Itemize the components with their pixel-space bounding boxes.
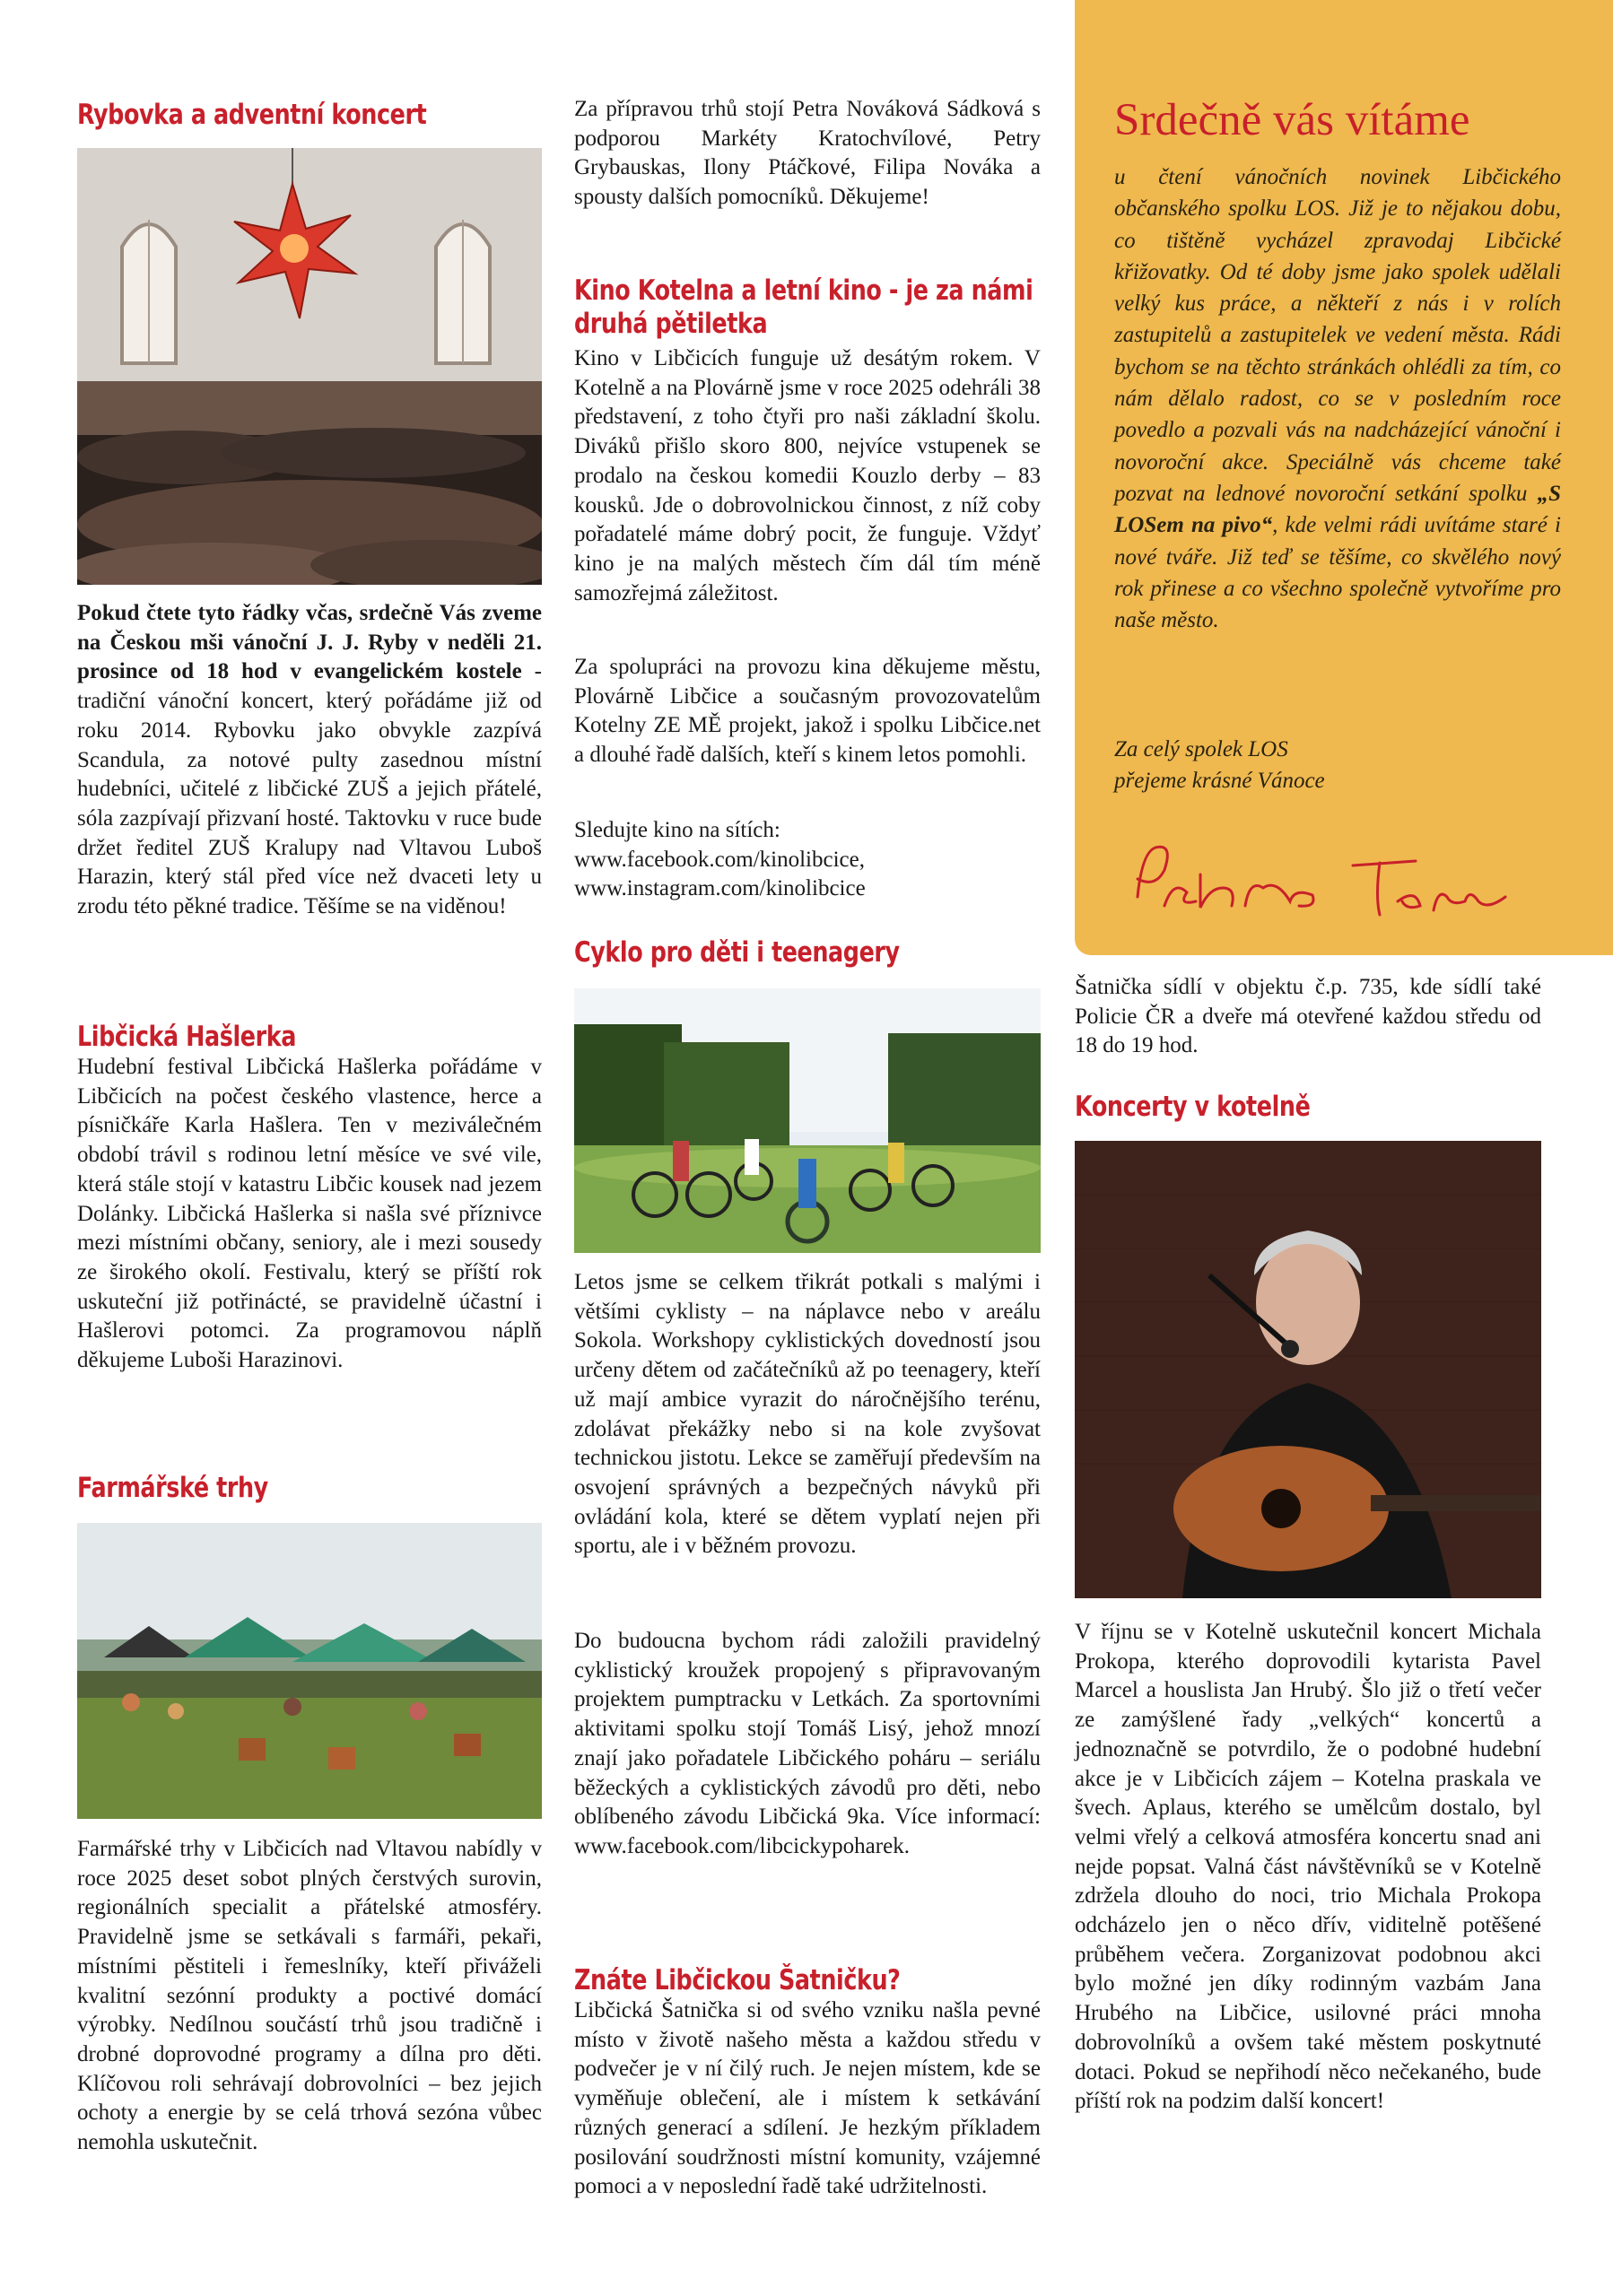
kino-instagram-link[interactable]: www.instagram.com/kinolibcice	[574, 876, 866, 901]
welcome-text	[1114, 161, 1561, 636]
trhy-heading: Farmářské trhy	[77, 1472, 268, 1504]
kino-heading-line-2: druhá pětiletka	[574, 308, 768, 340]
signature-image	[1111, 825, 1523, 933]
welcome-title: Srdečně vás vítáme	[1114, 95, 1470, 145]
kino-heading	[574, 274, 1041, 341]
musician-guitar-image	[1075, 1141, 1541, 1598]
signature-petra	[1138, 847, 1313, 908]
kino-follow	[574, 816, 1041, 904]
welcome-text-a: u čtení vánočních novinek Libčického občanského spolku LOS. Již je to nějakou dobu, co tištěně vycházel zpravodaj Libčické křižovatky. Od té doby jsme jako spolek udělali velký kus práce, a někteří z nás i v rolích zastupitelů a zastupitelek ve vedení města. Rádi bychom se na těchto stránkách ohlédli za tím, co nám dělalo radost, co se v posledním roce povedlo a pozvali vás na nadcházející vánoční i novoroční akce. Speciálně vás chceme také pozvat na lednové novoroční setkání spolku	[1114, 165, 1561, 506]
kino-facebook-link[interactable]: www.facebook.com/kinolibcice,	[574, 847, 865, 872]
haslerka-text: Hudební festival Libčická Hašlerka pořádáme v Libčicích na počest českého vlastence, herce a písničkáře Karla Hašlera. Ten v meziválečném období trávil s rodinou letní měsíce ve své vile, která stále stojí v katastru Libčic kousek nad jezem Dolánky. Libčická Hašlerka si našla své příznivce mezi místními občany, seniory, ale i mezi sousedy ze širokého okolí. Festivalu, který se příští rok uskuteční již potřinácté, se pravidelně účastní i Hašlerovi potomci. Za programovou náplň děkujeme Luboši Harazinovi.	[77, 1055, 542, 1373]
church-concert-image	[77, 148, 542, 585]
welcome-closing	[1114, 734, 1561, 797]
kino-text-1: Kino v Libčicích funguje už desátým rokem. V Kotelně a na Plovárně jsme v roce 2025 odehráli 38 představení, z toho čtyři pro naši základní školu. Diváků přišlo skoro 800, nejvíce vstupenek se prodalo na českou komedii Kouzlo derby – 83 kousků. Jde o dobrovolnickou činnost, z níž coby pořadatelé máme dobrý pocit, že funguje. Vždyť kino je na malých městech čím dál tím méně samozřejmá záležitost.	[574, 346, 1041, 605]
trhy-continuation-text: Za přípravou trhů stojí Petra Nováková Sádková s podporou Markéty Kratochvílové, Petry Grybauskas, Ilony Ptáčkové, Filipa Nováka a spousty dalších pomocníků. Děkujeme!	[574, 97, 1041, 210]
kino-text-2: Za spolupráci na provozu kina děkujeme městu, Plovárně Libčice a současným provozovatelům Kotelny ZE MĚ projekt, jakož i spolku Libčice.net a dlouhé řadě dalších, kteří s kinem letos pomohli.	[574, 655, 1041, 768]
koncerty-photo	[1075, 1141, 1541, 1598]
welcome-closing-2: přejeme krásné Vánoce	[1114, 769, 1325, 794]
satnicka-heading: Znáte Libčickou Šatničku?	[574, 1964, 901, 1996]
rybovka-heading: Rybovka a adventní koncert	[77, 99, 427, 131]
kids-bikes-image	[574, 988, 1041, 1253]
rybovka-text	[77, 599, 542, 922]
farmers-market-image	[77, 1523, 542, 1819]
haslerka-heading: Libčická Hašlerka	[77, 1021, 297, 1053]
kino-follow-label: Sledujte kino na sítích:	[574, 818, 780, 842]
trhy-photo	[77, 1523, 542, 1819]
welcome-text-bold: „S LOSem na pivo“	[1114, 481, 1561, 538]
rybovka-text-intro: Pokud čtete tyto řádky včas, srdečně Vás zveme na Českou mši vánoční J. J. Ryby v neděli 21. prosince od 18 hod v evangelickém kostele	[77, 601, 542, 684]
welcome-closing-1: Za celý spolek LOS	[1114, 737, 1288, 761]
signature-tereza	[1353, 861, 1505, 915]
cyklo-heading: Cyklo pro děti i teenagery	[574, 936, 900, 969]
cyklo-text-1: Letos jsme se celkem třikrát potkali s malými i většími cyklisty – na náplavce nebo v areálu Sokola. Workshopy cyklistických dovedností jsou určeny dětem od začátečníků až po teenagery, kteří už mají ambice vyrazit do náročnějšího terénu, zdolávat překážky nebo si na kole zvyšovat technickou jistotu. Lekce se zaměřují především na osvojení správných a bezpečných návyků při ovládání kola, které se dětem vyplatí nejen při sportu, ale i v běžném provozu.	[574, 1270, 1041, 1559]
kino-heading-line-1: Kino Kotelna a letní kino - je za námi	[574, 274, 1033, 307]
cyklo-photo	[574, 988, 1041, 1253]
rybovka-text-rest: - tradiční vánoční koncert, který pořádáme již od roku 2014. Rybovku jako obvykle zazpívá Scandula, za notové pulty zasednou místní hudebníci, učitelé z libčické ZUŠ a jejich přátelé, sóla zazpívají přizvaní hosté. Taktovku v ruce bude držet ředitel ZUŠ Kralupy nad Vltavou Luboš Harazin, který stál před více než dvaceti lety u zrodu této pěkné tradice. Těšíme se na viděnou!	[77, 659, 542, 919]
welcome-box	[1075, 0, 1613, 955]
welcome-text-b: , kde velmi rádi uvítáme staré i nové tváře. Již teď se těšíme, co skvělého nový rok přinese a co všechno společně vytvoříme pro naše město.	[1114, 513, 1561, 633]
rybovka-photo	[77, 148, 542, 585]
trhy-text: Farmářské trhy v Libčicích nad Vltavou nabídly v roce 2025 deset sobot plných čerstvých surovin, regionálních specialit a přátelské atmosféry. Pravidelně jsme se setkávali s farmáři, pekaři, místními pěstiteli i řemeslníky, kteří přiváželi kvalitní sezónní produkty a poctivé domácí výrobky. Nedílnou součástí trhů jsou tradičně i drobné doprovodné programy a dílna pro děti. Klíčovou roli sehrávají dobrovolníci – bez jejich ochoty a energie by se celá trhová sezóna vůbec nemohla uskutečnit.	[77, 1837, 542, 2155]
satnicka-text: Libčická Šatnička si od svého vzniku našla pevné místo v životě našeho města a každou středu v podvečer je v ní čilý ruch. Je nejen místem, kde se vyměňuje oblečení, ale i místem k setkávání různých generací a sdílení. Je hezkým příkladem posilování soudržnosti místní komunity, vzájemné pomoci a v neposlední řadě také udržitelnosti.	[574, 1998, 1041, 2199]
koncerty-text: V říjnu se v Kotelně uskutečnil koncert Michala Prokopa, kterého doprovodili kytarista Pavel Marcel a houslista Jan Hrubý. Šlo již o třetí večer ze zamýšlené řady „velkých“ koncertů a jednoznačně se potvrdilo, že o podobné hudební akce je v Libčicích zájem – Kotelna praskala ve švech. Aplaus, kterého se umělcům dostalo, byl velmi vřelý a celková atmosféra koncertu snad ani nejde popsat. Valná část návštěvníků se v Kotelně zdržela dlouho do noci, trio Michala Prokopa odcházelo jen o něco dřív, viditelně potěšené průběhem večera. Zorganizovat podobnou akci bylo možné jen díky rodinným vazbám Jana Hrubého na Libčice, usilovné práci mnoha dobrovolníků a ovšem také městem poskytnuté dotaci. Pokud se nepřihodí něco nečekaného, bude příští rok na podzim další koncert!	[1075, 1620, 1541, 2114]
koncerty-heading: Koncerty v kotelně	[1075, 1091, 1311, 1123]
cyklo-text-2: Do budoucna bychom rádi založili pravidelný cyklistický kroužek propojený s připravovaným projektem pumptracku v Letkách. Za sportovními aktivitami spolku stojí Tomáš Lisý, jehož mnozí znají jako pořadatele Libčického poháru – seriálu běžeckých a cyklistických závodů pro děti, nebo oblíbeného závodu Libčická 9ka. Více informací: www.facebook.com/libcickypoharek.	[574, 1629, 1041, 1858]
satnicka-continuation-text: Šatnička sídlí v objektu č.p. 735, kde sídlí také Policie ČR a dveře má otevřené každou středu od 18 do 19 hod.	[1075, 975, 1541, 1058]
